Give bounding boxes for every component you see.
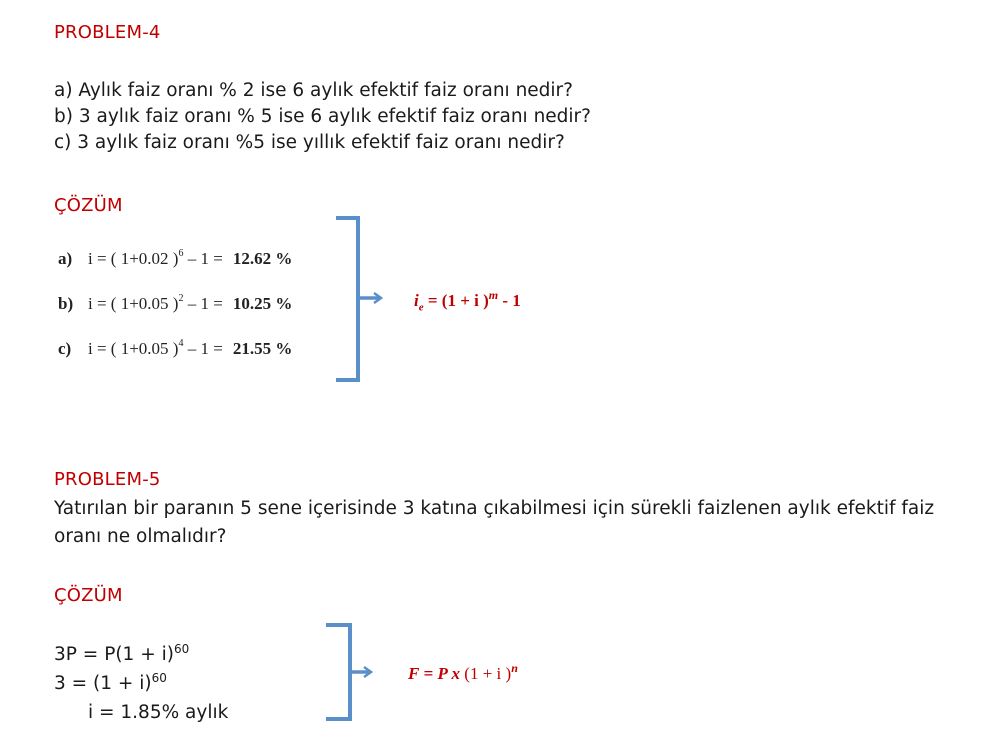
equation-tail: – 1 = <box>183 249 223 268</box>
formula-x: x <box>447 664 465 683</box>
question-b: b) 3 aylık faiz oranı % 5 ise 6 aylık efektif faiz oranı nedir? <box>54 106 591 127</box>
formula-exponent: m <box>488 288 499 302</box>
formula-p: P <box>437 664 448 683</box>
equation-list <box>58 247 292 361</box>
solution-base: i = 1.85% aylık <box>88 702 229 723</box>
problem4-questions <box>54 78 591 156</box>
problem4-title: PROBLEM-4 <box>54 22 161 43</box>
problem4-solution-title: ÇÖZÜM <box>54 195 123 216</box>
equation-result: 21.55 % <box>232 339 293 358</box>
equation-base: i = ( 1+0.05 ) <box>88 294 179 313</box>
equation-exponent: 2 <box>178 293 184 304</box>
formula-tail: - 1 <box>498 291 521 310</box>
solution-base: 3P = P(1 + i) <box>54 644 174 665</box>
brace-bracket-icon <box>330 212 390 387</box>
equation-b <box>58 292 292 316</box>
equation-tail: – 1 = <box>183 339 223 358</box>
equation-exponent: 4 <box>178 338 184 349</box>
problem5-text: Yatırılan bir paranın 5 sene içerisinde 3 katına çıkabilmesi için sürekli faizlenen aylık efektif faiz oranı ne olmalıdır? <box>54 498 935 547</box>
equation-letter: b) <box>58 294 74 313</box>
problem5-solution-lines <box>54 640 228 727</box>
equation-result: 10.25 % <box>232 294 293 313</box>
solution-line-2 <box>54 669 228 698</box>
equation-base: i = ( 1+0.02 ) <box>88 249 179 268</box>
equation-c <box>58 337 292 361</box>
effective-rate-formula <box>414 288 521 314</box>
future-value-formula <box>408 661 518 684</box>
formula-middle: = (1 + i ) <box>423 291 489 310</box>
formula-mid: = <box>419 664 438 683</box>
question-c: c) 3 aylık faiz oranı %5 ise yıllık efektif faiz oranı nedir? <box>54 132 565 153</box>
solution-exponent: 60 <box>173 642 190 656</box>
problem5-title: PROBLEM-5 <box>54 469 161 490</box>
formula-exponent: n <box>511 661 518 675</box>
equation-a <box>58 247 292 271</box>
solution-line-1 <box>54 640 228 669</box>
formula-var: i <box>414 291 419 310</box>
formula-lhs: F <box>408 664 420 683</box>
equation-tail: – 1 = <box>183 294 223 313</box>
equation-result: 12.62 % <box>232 249 293 268</box>
brace-bracket-icon <box>320 620 380 725</box>
formula-subscript: e <box>418 301 424 314</box>
equation-letter: c) <box>58 339 72 358</box>
problem5-solution-title: ÇÖZÜM <box>54 585 123 606</box>
formula-body: (1 + i ) <box>464 664 512 683</box>
equation-exponent: 6 <box>178 248 184 259</box>
question-a: a) Aylık faiz oranı % 2 ise 6 aylık efektif faiz oranı nedir? <box>54 80 573 101</box>
solution-line-3 <box>54 698 228 727</box>
solution-base: 3 = (1 + i) <box>54 673 152 694</box>
solution-exponent: 60 <box>151 671 167 685</box>
equation-base: i = ( 1+0.05 ) <box>88 339 179 358</box>
equation-letter: a) <box>58 249 73 268</box>
